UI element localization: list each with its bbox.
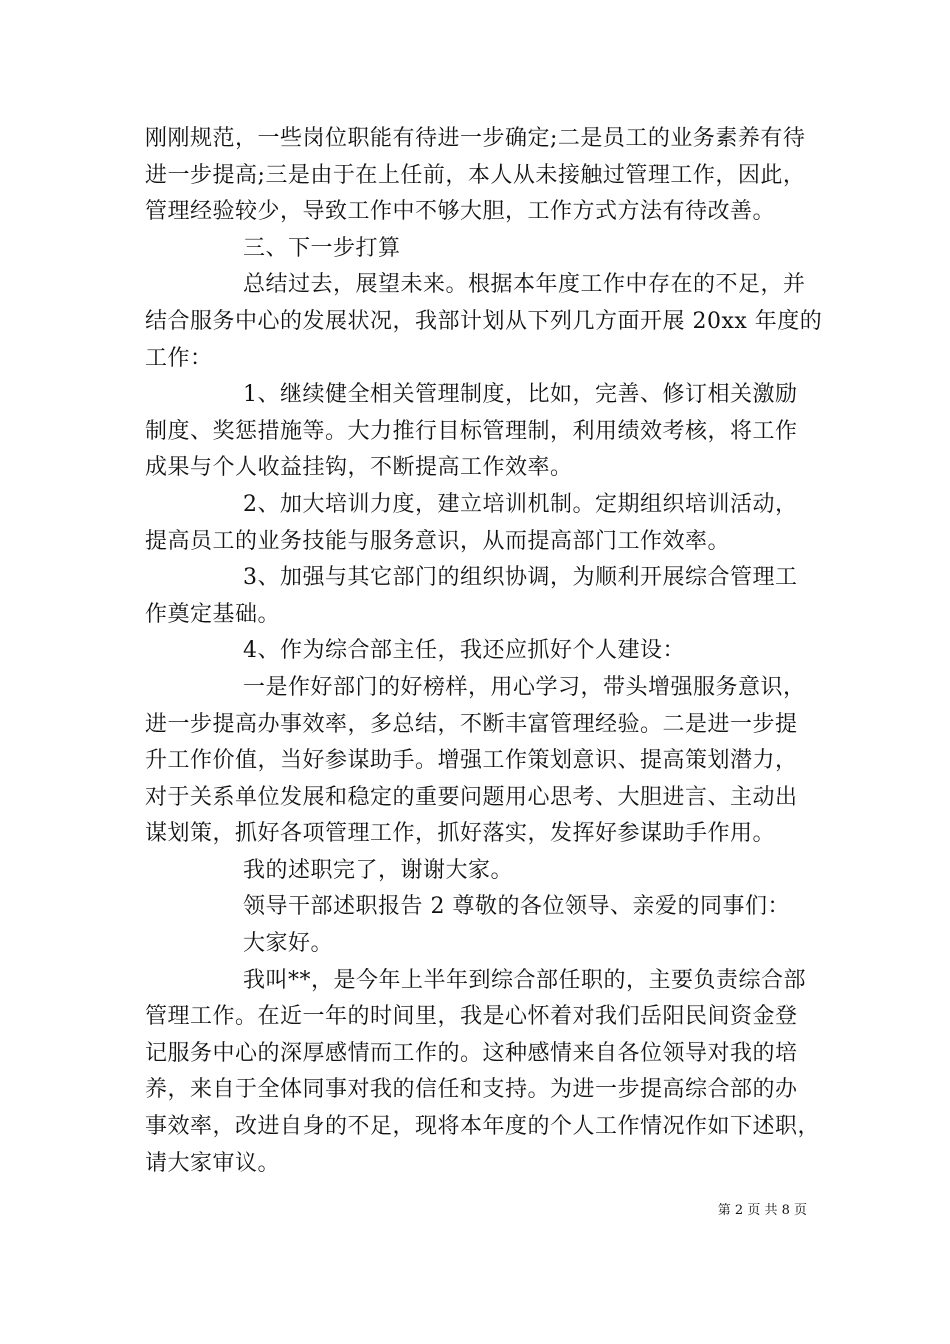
- text-line: 对于关系单位发展和稳定的重要问题用心思考、大胆进言、主动出: [145, 784, 798, 810]
- text-line: 我叫**，是今年上半年到综合部任职的，主要负责综合部: [243, 967, 807, 993]
- text-line: 3、加强与其它部门的组织协调，为顺利开展综合管理工: [243, 565, 798, 591]
- text-line: 工作：: [145, 345, 213, 371]
- text-line: 管理工作。在近一年的时间里，我是心怀着对我们岳阳民间资金登: [145, 1004, 798, 1030]
- text-line: 大家好。: [243, 931, 334, 957]
- text-line: 谋划策，抓好各项管理工作，抓好落实，发挥好参谋助手作用。: [145, 821, 776, 847]
- text-line: 我的述职完了，谢谢大家。: [243, 857, 514, 883]
- text-line: 三、下一步打算: [243, 235, 401, 261]
- text-line: 请大家审议。: [145, 1150, 281, 1176]
- text-line: 管理经验较少，导致工作中不够大胆，工作方式方法有待改善。: [145, 199, 776, 225]
- text-line: 2、加大培训力度，建立培训机制。定期组织培训活动，: [243, 491, 798, 517]
- text-line: 一是作好部门的好榜样，用心学习，带头增强服务意识，: [243, 674, 806, 700]
- text-line: 刚刚规范，一些岗位职能有待进一步确定;二是员工的业务素养有待: [145, 126, 806, 151]
- text-line: 结合服务中心的发展状况，我部计划从下列几方面开展 20xx 年度的: [145, 308, 823, 334]
- text-line: 总结过去，展望未来。根据本年度工作中存在的不足，并: [243, 272, 806, 298]
- text-line: 4、作为综合部主任，我还应抓好个人建设：: [243, 638, 685, 664]
- page-number: 第 2 页 共 8 页: [717, 1203, 807, 1218]
- text-line: 事效率，改进自身的不足，现将本年度的个人工作情况作如下述职，: [145, 1114, 821, 1140]
- text-line: 养，来自于全体同事对我的信任和支持。为进一步提高综合部的办: [145, 1077, 798, 1103]
- text-line: 提高员工的业务技能与服务意识，从而提高部门工作效率。: [145, 528, 731, 554]
- text-line: 记服务中心的深厚感情而工作的。这种感情来自各位领导对我的培: [145, 1040, 798, 1066]
- text-line: 进一步提高办事效率，多总结，不断丰富管理经验。二是进一步提: [145, 711, 798, 737]
- text-line: 进一步提高;三是由于在上任前，本人从未接触过管理工作，因此，: [145, 162, 806, 188]
- document-body: [145, 121, 823, 1182]
- text-line: 领导干部述职报告 2 尊敬的各位领导、亲爱的同事们：: [243, 894, 790, 920]
- text-line: 升工作价值，当好参谋助手。增强工作策划意识、提高策划潜力，: [145, 748, 798, 774]
- text-line: 制度、奖惩措施等。大力推行目标管理制，利用绩效考核，将工作: [145, 418, 798, 444]
- text-line: 成果与个人收益挂钩，不断提高工作效率。: [145, 455, 573, 481]
- text-line: 1、继续健全相关管理制度，比如，完善、修订相关激励: [243, 382, 798, 408]
- text-line: 作奠定基础。: [145, 601, 281, 627]
